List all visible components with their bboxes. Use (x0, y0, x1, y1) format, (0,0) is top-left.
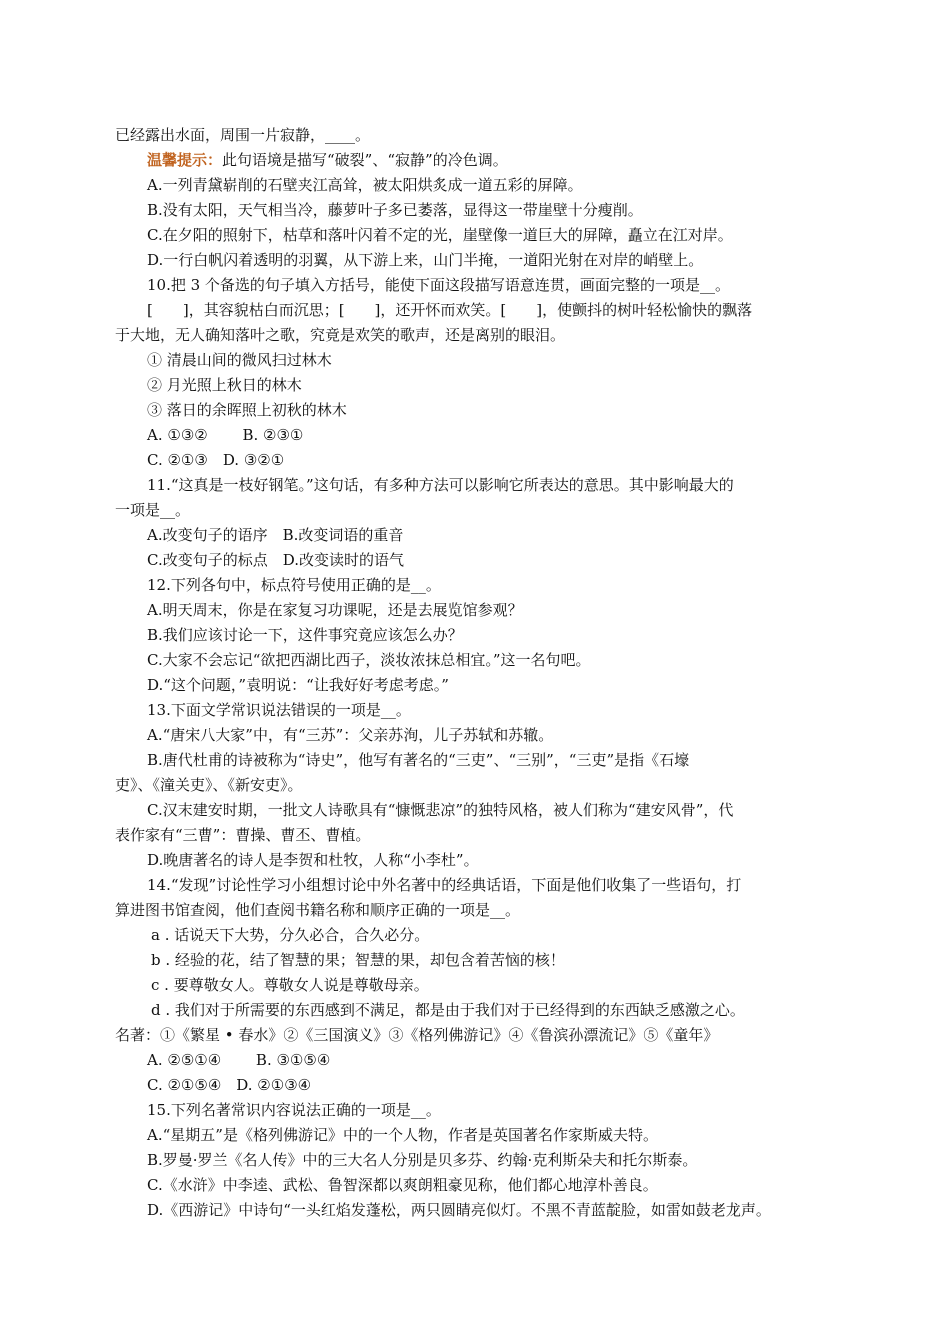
text-line (115, 1023, 840, 1048)
text-line (115, 1173, 840, 1198)
line-text: 13.下面文学常识说法错误的一项是__。 (147, 701, 411, 719)
line-text: 名著：①《繁星 • 春水》②《三国演义》③《格列佛游记》④《鲁滨孙漂流记》⑤《童年》 (115, 1026, 719, 1044)
line-text: B.我们应该讨论一下，这件事究竟应该怎么办？ (147, 626, 463, 644)
text-line (115, 348, 840, 373)
text-line (115, 198, 840, 223)
line-text: 12.下列各句中，标点符号使用正确的是__。 (147, 576, 441, 594)
line-text: c . 要尊敬女人。尊敬女人说是尊敬母亲。 (151, 976, 429, 994)
text-line (115, 398, 840, 423)
line-text: C.《水浒》中李逵、武松、鲁智深都以爽朗粗豪见称，他们都心地淳朴善良。 (147, 1176, 658, 1194)
text-line (115, 1148, 840, 1173)
line-text: A.明天周末，你是在家复习功课呢，还是去展览馆参观？ (147, 601, 523, 619)
line-text: 一项是__。 (115, 501, 191, 519)
line-text: ② 月光照上秋日的林木 (147, 376, 302, 394)
line-text: A.“星期五”是《格列佛游记》中的一个人物，作者是英国著名作家斯威夫特。 (147, 1126, 658, 1144)
text-line (115, 248, 840, 273)
text-line (115, 748, 840, 773)
line-text: 于大地，无人确知落叶之歌，究竟是欢笑的歌声，还是离别的眼泪。 (115, 326, 566, 344)
line-text: 已经露出水面，周围一片寂静，____。 (115, 126, 371, 144)
text-line (115, 473, 840, 498)
line-text: D.“这个问题，”袁明说：“让我好好考虑考虑。” (147, 676, 449, 694)
text-line (115, 1073, 840, 1098)
line-text: B.没有太阳，天气相当冷，藤萝叶子多已萎落，显得这一带崖壁十分瘦削。 (147, 201, 643, 219)
line-text: d . 我们对于所需要的东西感到不满足，都是由于我们对于已经得到的东西缺乏感激之心。 (151, 1001, 745, 1019)
document-page (115, 123, 840, 1223)
line-text: C. ②①③ D. ③②① (147, 451, 285, 469)
line-text: 算进图书馆查阅，他们查阅书籍名称和顺序正确的一项是__。 (115, 901, 521, 919)
text-line (115, 1098, 840, 1123)
text-line (115, 798, 840, 823)
line-text: b . 经验的花，结了智慧的果；智慧的果，却包含着苦恼的核！ (151, 951, 565, 969)
line-text: A. ①③② B. ②③① (147, 426, 304, 444)
text-line (115, 1048, 840, 1073)
text-line (115, 498, 840, 523)
text-line (115, 648, 840, 673)
text-line (115, 123, 840, 148)
text-line (115, 998, 840, 1023)
line-text: 表作家有“三曹”：曹操、曹丕、曹植。 (115, 826, 371, 844)
text-line (115, 623, 840, 648)
text-line (115, 548, 840, 573)
line-text: ③ 落日的余晖照上初秋的林木 (147, 401, 347, 419)
line-text: ① 清晨山间的微风扫过林木 (147, 351, 332, 369)
text-line (115, 948, 840, 973)
line-text: 吏》、《潼关吏》、《新安吏》。 (115, 776, 303, 794)
text-line (115, 223, 840, 248)
text-line (115, 773, 840, 798)
line-text: B.罗曼·罗兰《名人传》中的三大名人分别是贝多芬、约翰·克利斯朵夫和托尔斯泰。 (147, 1151, 698, 1169)
text-line (115, 373, 840, 398)
line-text: a . 话说天下大势，分久必合，合久必分。 (151, 926, 430, 944)
line-text: B.唐代杜甫的诗被称为“诗史”，他写有著名的“三吏”、“三别”，“三吏”是指《石壕 (147, 751, 690, 769)
text-line (115, 598, 840, 623)
text-line (115, 923, 840, 948)
text-line (115, 423, 840, 448)
text-line (115, 1123, 840, 1148)
line-text: [ ]，其容貌枯白而沉思；[ ]，还开怀而欢笑。[ ]，使颤抖的树叶轻松愉快的飘落 (147, 301, 753, 319)
line-text: 此句语境是描写“破裂”、“寂静”的冷色调。 (222, 151, 508, 169)
text-line (115, 873, 840, 898)
line-text: C.大家不会忘记“欲把西湖比西子，淡妆浓抹总相宜。”这一名句吧。 (147, 651, 591, 669)
line-text: C.改变句子的标点 D.改变读时的语气 (147, 551, 404, 569)
text-line (115, 723, 840, 748)
text-line (115, 273, 840, 298)
text-line (115, 848, 840, 873)
line-text: C.在夕阳的照射下，枯草和落叶闪着不定的光，崖壁像一道巨大的屏障，矗立在江对岸。 (147, 226, 733, 244)
text-line (115, 698, 840, 723)
text-line (115, 573, 840, 598)
text-line (115, 898, 840, 923)
text-line (115, 448, 840, 473)
text-line (115, 298, 840, 323)
line-text: D.《西游记》中诗句“一头红焰发蓬松，两只圆睛亮似灯。不黑不青蓝靛脸，如雷如鼓老龙声。 (147, 1201, 771, 1219)
line-text: D.一行白帆闪着透明的羽翼，从下游上来，山门半掩，一道阳光射在对岸的峭壁上。 (147, 251, 704, 269)
line-text: A.“唐宋八大家”中，有“三苏”：父亲苏洵，儿子苏轼和苏辙。 (147, 726, 554, 744)
text-line (115, 148, 840, 173)
tip-label: 温馨提示： (147, 151, 223, 169)
text-line (115, 973, 840, 998)
line-text: A.一列青黛崭削的石壁夹江高耸，被太阳烘炙成一道五彩的屏障。 (147, 176, 583, 194)
line-text: 10.把 3 个备选的句子填入方括号，能使下面这段描写语意连贯，画面完整的一项是__。 (147, 276, 730, 294)
text-line (115, 523, 840, 548)
line-text: D.晚唐著名的诗人是李贺和杜牧，人称“小李杜”。 (147, 851, 479, 869)
line-text: 11.“这真是一枝好钢笔。”这句话，有多种方法可以影响它所表达的意思。其中影响最大的 (147, 476, 734, 494)
line-text: A.改变句子的语序 B.改变词语的重音 (147, 526, 404, 544)
line-text: C.汉末建安时期，一批文人诗歌具有“慷慨悲凉”的独特风格，被人们称为“建安风骨”，代 (147, 801, 734, 819)
text-line (115, 323, 840, 348)
line-text: 14.“发现”讨论性学习小组想讨论中外名著中的经典话语，下面是他们收集了一些语句，打 (147, 876, 742, 894)
text-line (115, 173, 840, 198)
text-line (115, 1198, 840, 1223)
line-text: 15.下列名著常识内容说法正确的一项是__。 (147, 1101, 441, 1119)
text-line (115, 673, 840, 698)
text-line (115, 823, 840, 848)
line-text: C. ②①⑤④ D. ②①③④ (147, 1076, 312, 1094)
line-text: A. ②⑤①④ B. ③①⑤④ (147, 1051, 331, 1069)
